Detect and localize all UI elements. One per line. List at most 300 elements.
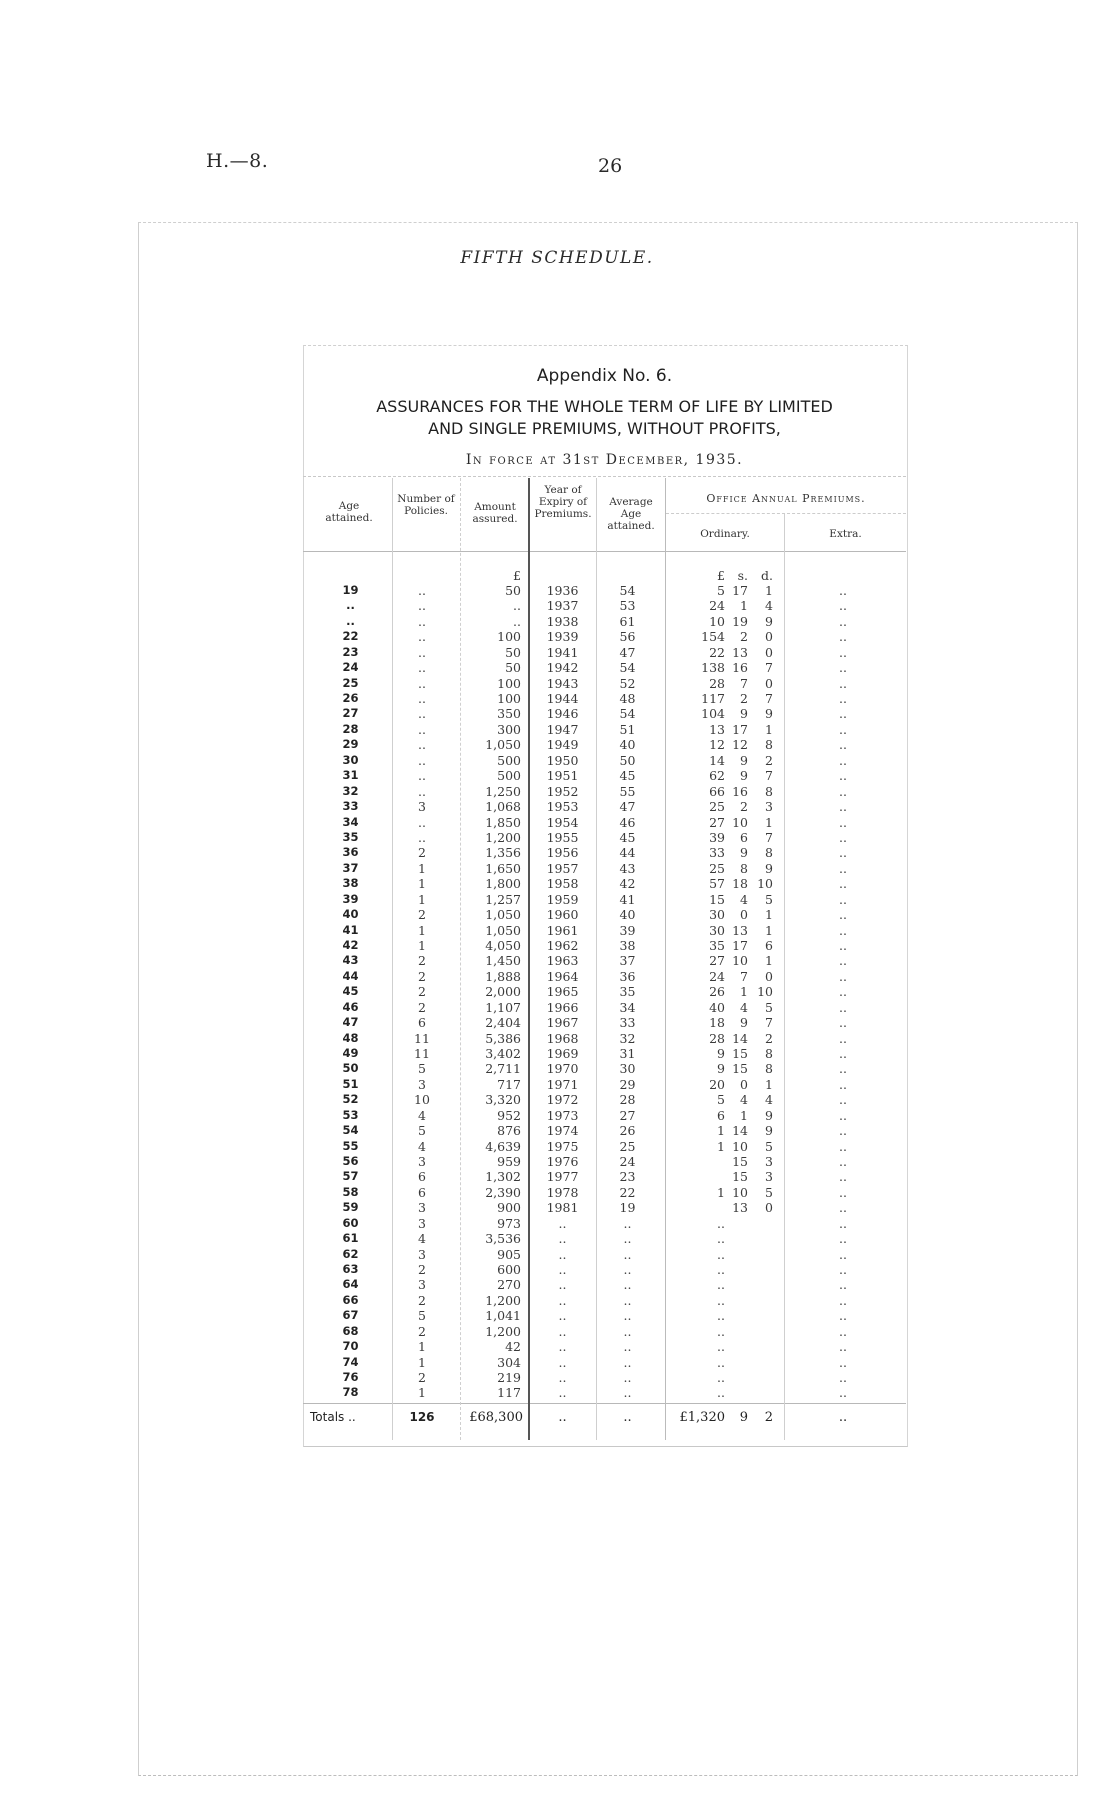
cell-shillings: 8 [740, 860, 748, 876]
table-title-line-1: ASSURANCES FOR THE WHOLE TERM OF LIFE BY LIMITED [376, 397, 833, 416]
cell-age: 55 [342, 1138, 359, 1153]
cell-extra: .. [839, 691, 847, 706]
cell-year: 1971 [546, 1076, 579, 1092]
cell-avg-age: 61 [619, 613, 636, 629]
cell-age: 37 [342, 860, 359, 875]
cell-age: 56 [342, 1153, 359, 1168]
cell-amount: 500 [497, 752, 521, 768]
cell-age: 61 [342, 1231, 359, 1246]
cell-pounds: 33 [709, 845, 725, 861]
cell-extra: .. [839, 783, 847, 799]
cell-shillings: 14 [732, 1030, 748, 1046]
cell-pence: 0 [765, 968, 773, 984]
cell-pounds: 39 [709, 829, 725, 845]
cell-pence: 1 [765, 814, 773, 830]
cell-amount: 100 [497, 675, 521, 691]
cell-avg-age: 36 [619, 968, 636, 984]
cell-year: .. [558, 1339, 567, 1355]
cell-year: .. [558, 1323, 567, 1339]
cell-extra: .. [839, 1123, 847, 1138]
cell-shillings: 10 [732, 953, 748, 969]
cell-extra: .. [839, 1323, 847, 1339]
cell-avg-age: 31 [619, 1045, 636, 1061]
cell-pence: 7 [765, 1015, 773, 1030]
cell-pounds: 66 [709, 783, 725, 799]
cell-amount: 50 [505, 583, 521, 598]
cell-year: .. [558, 1385, 567, 1401]
cell-pence: 0 [765, 1200, 773, 1216]
cell-avg-age: 45 [619, 768, 636, 784]
cell-age: .. [346, 598, 355, 613]
cell-extra: .. [839, 1385, 847, 1401]
cell-pounds: 24 [709, 598, 725, 614]
cell-extra: .. [839, 891, 847, 907]
cell-avg-age: 56 [619, 629, 636, 645]
cell-shillings: 2 [740, 629, 748, 645]
cell-avg-age: 27 [619, 1107, 636, 1123]
cell-age: 34 [342, 814, 359, 829]
cell-avg-age: 41 [619, 891, 636, 907]
cell-avg-age: 37 [619, 953, 636, 969]
cell-amount: 42 [505, 1339, 521, 1355]
cell-avg-age: 25 [619, 1138, 636, 1154]
cell-shillings: 4 [740, 1092, 748, 1108]
cell-avg-age: 54 [619, 583, 636, 598]
cell-pence: 1 [765, 721, 773, 737]
cell-number: 1 [418, 891, 426, 907]
cell-pounds: 9 [717, 1045, 725, 1061]
cell-extra: .. [839, 984, 847, 1000]
cell-amount: 50 [505, 644, 521, 660]
cell-extra: .. [839, 1138, 847, 1154]
cell-pounds: 15 [709, 891, 725, 907]
cell-amount: 50 [505, 660, 521, 676]
cell-number: 2 [418, 984, 426, 1000]
cell-amount: 900 [497, 1200, 521, 1216]
cell-pence: 0 [765, 629, 773, 645]
cell-avg-age: 39 [619, 922, 636, 938]
cell-age: 57 [342, 1169, 359, 1184]
cell-number: 1 [418, 937, 426, 953]
cell-extra: .. [839, 1169, 847, 1185]
cell-amount: 1,200 [485, 1323, 521, 1339]
cell-amount: 3,536 [485, 1231, 521, 1247]
cell-pounds: 28 [709, 1030, 725, 1046]
cell-number: 11 [414, 1030, 430, 1046]
totals-year: .. [558, 1410, 567, 1425]
cell-number: 2 [418, 953, 426, 969]
cell-pounds: 117 [701, 691, 725, 706]
cell-number: 5 [418, 1123, 426, 1138]
cell-age: 76 [342, 1369, 359, 1384]
cell-extra: .. [839, 845, 847, 861]
cell-amount: 2,711 [485, 1061, 521, 1077]
cell-shillings: 2 [740, 691, 748, 706]
cell-pounds: .. [717, 1308, 725, 1324]
cell-amount: 1,800 [485, 876, 521, 892]
cell-pounds: .. [717, 1385, 725, 1401]
cell-pounds: 14 [709, 752, 725, 768]
totals-extra: .. [838, 1410, 848, 1425]
cell-shillings: 10 [732, 1184, 748, 1200]
cell-avg-age: .. [623, 1246, 632, 1262]
cell-age: 64 [342, 1277, 359, 1292]
cell-shillings: 9 [740, 768, 748, 784]
column-header-amount: Amount assured. [472, 501, 518, 525]
cell-year: .. [558, 1246, 567, 1262]
totals-shillings: 9 [739, 1410, 748, 1425]
cell-shillings: 14 [732, 1123, 748, 1138]
cell-number: 2 [418, 1323, 426, 1339]
cell-number: 6 [418, 1184, 426, 1200]
cell-age: 63 [342, 1261, 359, 1276]
cell-pence: 4 [765, 1092, 773, 1108]
cell-year: 1970 [546, 1061, 579, 1077]
cell-extra: .. [839, 953, 847, 969]
cell-age: 28 [342, 721, 359, 736]
cell-age: 62 [342, 1246, 359, 1261]
cell-number: 1 [418, 1339, 426, 1355]
cell-amount: 973 [497, 1215, 521, 1231]
cell-number: .. [418, 814, 426, 830]
cell-pounds: 5 [717, 583, 725, 598]
cell-pence: 1 [765, 953, 773, 969]
cell-pence: 8 [765, 737, 773, 753]
cell-number: 2 [418, 1261, 426, 1277]
cell-extra: .. [839, 1261, 847, 1277]
cell-number: .. [418, 598, 426, 614]
cell-age: 38 [342, 876, 359, 891]
cell-pounds: 57 [709, 876, 725, 892]
cell-number: 11 [414, 1045, 430, 1061]
cell-pounds: 24 [709, 968, 725, 984]
cell-number: 2 [418, 907, 426, 922]
cell-amount: 1,041 [485, 1308, 521, 1324]
cell-extra: .. [839, 1076, 847, 1092]
cell-year: 1959 [546, 891, 579, 907]
cell-pence: 7 [765, 691, 773, 706]
cell-amount: 1,356 [485, 845, 521, 861]
column-header-office-premiums: Office Annual Premiums. [706, 492, 866, 505]
cell-shillings: 19 [732, 613, 748, 629]
cell-avg-age: 26 [619, 1123, 636, 1138]
cell-avg-age: .. [623, 1385, 632, 1401]
cell-pence: 9 [765, 613, 773, 629]
cell-amount: 500 [497, 768, 521, 784]
cell-number: 4 [418, 1107, 426, 1123]
page-number: 26 [598, 155, 623, 177]
cell-year: 1975 [546, 1138, 579, 1154]
cell-extra: .. [839, 737, 847, 753]
cell-extra: .. [839, 1153, 847, 1169]
cell-age: 29 [342, 737, 359, 752]
cell-avg-age: 55 [619, 783, 636, 799]
cell-year: 1952 [546, 783, 579, 799]
cell-avg-age: 54 [619, 706, 636, 722]
cell-shillings: 17 [732, 583, 748, 598]
cell-number: 4 [418, 1231, 426, 1247]
cell-year: 1946 [546, 706, 579, 722]
cell-extra: .. [839, 644, 847, 660]
cell-age: 30 [342, 752, 359, 767]
in-force-date: In force at 31st December, 1935. [465, 452, 744, 468]
cell-number: 2 [418, 999, 426, 1015]
cell-avg-age: 29 [619, 1076, 636, 1092]
cell-amount: 876 [497, 1123, 521, 1138]
cell-shillings: 0 [740, 1076, 748, 1092]
cell-number: 2 [418, 968, 426, 984]
cell-amount: 1,257 [485, 891, 521, 907]
cell-shillings: 4 [740, 999, 748, 1015]
cell-avg-age: 23 [619, 1169, 636, 1185]
column-header-extra: Extra. [829, 528, 862, 540]
cell-pence: 7 [765, 768, 773, 784]
cell-age: 48 [342, 1030, 359, 1045]
cell-avg-age: .. [623, 1231, 632, 1247]
cell-amount: 117 [497, 1385, 521, 1401]
cell-shillings: 12 [732, 737, 748, 753]
column-header-year: Year of Expiry of Premiums. [534, 484, 592, 520]
cell-shillings: 4 [740, 891, 748, 907]
cell-age: 47 [342, 1015, 359, 1029]
cell-number: .. [418, 644, 426, 660]
cell-number: .. [418, 768, 426, 784]
cell-age: 41 [342, 922, 359, 937]
cell-pounds: 12 [709, 737, 725, 753]
cell-shillings: 15 [732, 1169, 748, 1185]
cell-shillings: 9 [740, 845, 748, 861]
cell-pounds: 28 [709, 675, 725, 691]
cell-extra: .. [839, 814, 847, 830]
column-header-avg-age: Average Age attained. [607, 496, 655, 532]
cell-age: 59 [342, 1200, 359, 1215]
cell-age: 23 [342, 644, 359, 659]
cell-shillings: 10 [732, 1138, 748, 1154]
cell-amount: 1,850 [485, 814, 521, 830]
cell-pence: 5 [765, 999, 773, 1015]
cell-extra: .. [839, 922, 847, 938]
cell-year: 1960 [546, 907, 579, 922]
cell-amount: 1,450 [485, 953, 521, 969]
cell-pounds: 25 [709, 799, 725, 814]
cell-amount: 219 [497, 1369, 521, 1385]
cell-avg-age: 47 [619, 799, 636, 814]
cell-number: .. [418, 629, 426, 645]
cell-number: 10 [414, 1092, 430, 1108]
cell-extra: .. [839, 629, 847, 645]
cell-year: 1938 [546, 613, 579, 629]
cell-amount: 300 [497, 721, 521, 737]
cell-year: 1974 [546, 1123, 579, 1138]
cell-number: 1 [418, 860, 426, 876]
cell-number: 1 [418, 1385, 426, 1401]
cell-pounds: 9 [717, 1061, 725, 1077]
cell-year: .. [558, 1308, 567, 1324]
cell-extra: .. [839, 1246, 847, 1262]
cell-year: 1963 [546, 953, 579, 969]
cell-pence: 10 [757, 876, 773, 892]
cell-age: 51 [342, 1076, 359, 1091]
cell-shillings: 9 [740, 1015, 748, 1030]
cell-pounds: .. [717, 1354, 725, 1370]
cell-year: 1977 [546, 1169, 579, 1185]
cell-year: 1981 [546, 1200, 579, 1216]
cell-avg-age: 28 [619, 1092, 636, 1108]
amount-currency-unit: £ [513, 568, 521, 583]
cell-number: 6 [418, 1015, 426, 1030]
cell-number: 3 [418, 799, 426, 814]
cell-avg-age: 40 [619, 907, 636, 922]
cell-year: 1966 [546, 999, 579, 1015]
cell-age: 46 [342, 999, 359, 1014]
cell-pence: 5 [765, 891, 773, 907]
cell-extra: .. [839, 1308, 847, 1324]
cell-year: 1949 [546, 737, 579, 753]
cell-year: 1962 [546, 937, 579, 953]
cell-pence: 9 [765, 1123, 773, 1138]
cell-number: 2 [418, 845, 426, 861]
cell-pounds: 18 [709, 1015, 725, 1030]
cell-year: 1943 [546, 675, 579, 691]
cell-avg-age: 30 [619, 1061, 636, 1077]
cell-avg-age: 34 [619, 999, 636, 1015]
cell-avg-age: 32 [619, 1030, 636, 1046]
cell-year: 1947 [546, 721, 579, 737]
cell-pence: 3 [765, 1169, 773, 1185]
cell-amount: 100 [497, 629, 521, 645]
cell-year: 1953 [546, 799, 579, 814]
cell-year: 1950 [546, 752, 579, 768]
cell-extra: .. [839, 968, 847, 984]
cell-year: .. [558, 1277, 567, 1293]
cell-pounds: .. [717, 1277, 725, 1293]
cell-extra: .. [839, 829, 847, 845]
cell-number: .. [418, 675, 426, 691]
cell-shillings: 16 [732, 660, 748, 676]
cell-pence: 1 [765, 922, 773, 938]
cell-pence: 9 [765, 706, 773, 722]
cell-shillings: 15 [732, 1153, 748, 1169]
cell-age: 54 [342, 1123, 359, 1137]
cell-amount: 304 [497, 1354, 521, 1370]
cell-extra: .. [839, 1339, 847, 1355]
cell-number: 3 [418, 1076, 426, 1092]
cell-pence: 10 [757, 984, 773, 1000]
cell-pounds: 104 [701, 706, 725, 722]
cell-year: 1967 [546, 1015, 579, 1030]
totals-top-rule [303, 1403, 906, 1404]
cell-avg-age: .. [623, 1369, 632, 1385]
cell-amount: 3,402 [485, 1045, 521, 1061]
header-top-rule [303, 476, 906, 477]
cell-avg-age: 45 [619, 829, 636, 845]
cell-pounds: 27 [709, 953, 725, 969]
cell-avg-age: 19 [619, 1200, 636, 1216]
cell-amount: 600 [497, 1261, 521, 1277]
cell-age: 58 [342, 1184, 359, 1199]
cell-age: 50 [342, 1061, 359, 1076]
cell-pounds: .. [717, 1215, 725, 1231]
cell-avg-age: 22 [619, 1184, 636, 1200]
cell-pence: 1 [765, 583, 773, 598]
cell-shillings: 13 [732, 1200, 748, 1216]
cell-shillings: 15 [732, 1061, 748, 1077]
cell-age: 49 [342, 1045, 359, 1060]
cell-avg-age: .. [623, 1339, 632, 1355]
cell-age: 19 [342, 583, 359, 597]
cell-amount: .. [513, 598, 521, 614]
cell-amount: 1,888 [485, 968, 521, 984]
cell-age: 39 [342, 891, 359, 906]
cell-pounds: .. [717, 1369, 725, 1385]
cell-amount: 905 [497, 1246, 521, 1262]
cell-pence: 3 [765, 799, 773, 814]
cell-number: .. [418, 829, 426, 845]
column-header-number: Number of Policies. [397, 493, 455, 517]
cell-year: 1955 [546, 829, 579, 845]
cell-avg-age: 51 [619, 721, 636, 737]
cell-pence: 0 [765, 675, 773, 691]
cell-extra: .. [839, 1369, 847, 1385]
cell-pounds: 27 [709, 814, 725, 830]
cell-shillings: 10 [732, 814, 748, 830]
cell-year: 1957 [546, 860, 579, 876]
cell-number: .. [418, 721, 426, 737]
cell-number: .. [418, 660, 426, 676]
cell-avg-age: .. [623, 1215, 632, 1231]
cell-extra: .. [839, 1107, 847, 1123]
table-title-line-2: AND SINGLE PREMIUMS, WITHOUT PROFITS, [428, 419, 781, 438]
cell-number: 2 [418, 1369, 426, 1385]
cell-shillings: 13 [732, 644, 748, 660]
totals-avg-age: .. [623, 1410, 632, 1425]
cell-number: .. [418, 613, 426, 629]
cell-pounds: 5 [717, 1092, 725, 1108]
cell-amount: 952 [497, 1107, 521, 1123]
cell-age: 32 [342, 783, 359, 798]
cell-shillings: 1 [740, 1107, 748, 1123]
cell-age: 25 [342, 675, 359, 690]
cell-pence: 5 [765, 1138, 773, 1154]
cell-extra: .. [839, 1092, 847, 1108]
cell-extra: .. [839, 860, 847, 876]
cell-avg-age: 35 [619, 984, 636, 1000]
header-bottom-rule [303, 551, 906, 552]
cell-pounds: .. [717, 1339, 725, 1355]
cell-extra: .. [839, 1354, 847, 1370]
cell-pounds: 10 [709, 613, 725, 629]
cell-year: 1958 [546, 876, 579, 892]
cell-amount: 3,320 [485, 1092, 521, 1108]
cell-extra: .. [839, 1231, 847, 1247]
cell-extra: .. [839, 706, 847, 722]
cell-avg-age: 33 [619, 1015, 636, 1030]
cell-amount: 1,050 [485, 922, 521, 938]
cell-amount: 270 [497, 1277, 521, 1293]
cell-pence: 8 [765, 783, 773, 799]
cell-pence: 7 [765, 829, 773, 845]
cell-extra: .. [839, 598, 847, 614]
cell-extra: .. [839, 1277, 847, 1293]
cell-pounds: 40 [709, 999, 725, 1015]
cell-extra: .. [839, 1015, 847, 1030]
cell-age: 66 [342, 1292, 359, 1307]
cell-pence: 2 [765, 752, 773, 768]
cell-year: 1942 [546, 660, 579, 676]
cell-amount: 1,050 [485, 907, 521, 922]
cell-number: 1 [418, 922, 426, 938]
cell-pence: 4 [765, 598, 773, 614]
